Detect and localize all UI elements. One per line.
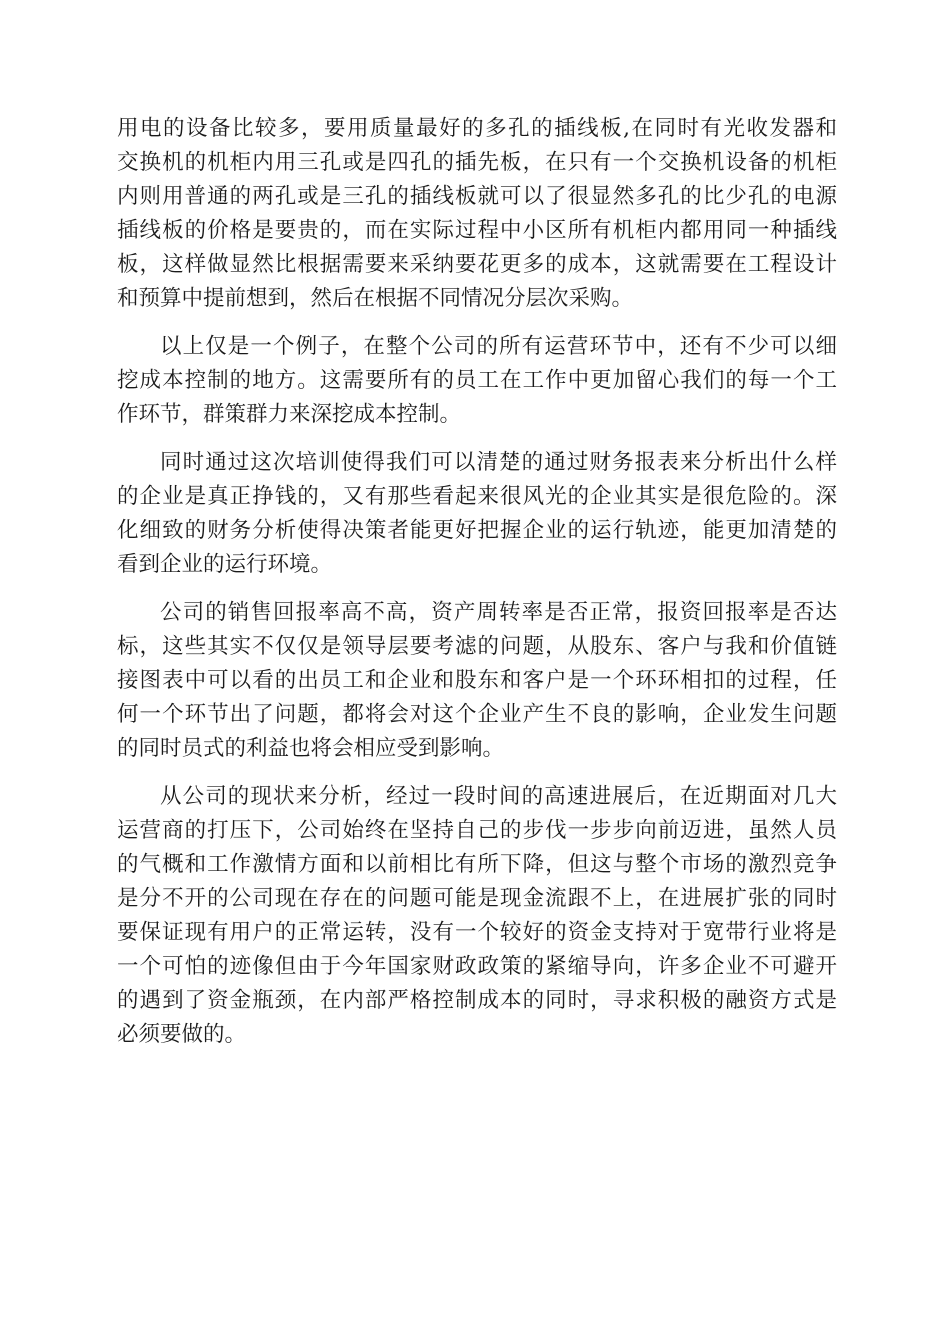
text-line: 板，这样做显然比根据需要来采纳要花更多的成本，这就需要在工程设计 — [117, 252, 837, 277]
text-line: 的气概和工作激情方面和以前相比有所下降，但这与整个市场的激烈竞争 — [117, 852, 837, 877]
text-line: 和预算中提前想到，然后在根据不同情况分层次采购。 — [117, 286, 634, 311]
text-line: 同时通过这次培训使得我们可以清楚的通过财务报表来分析出什么样 — [160, 450, 837, 475]
paragraph-1 — [117, 112, 837, 316]
text-line: 作环节，群策群力来深挖成本控制。 — [117, 402, 462, 427]
text-line: 是分不开的公司现在存在的问题可能是现金流跟不上，在进展扩张的同时 — [117, 886, 837, 911]
text-line: 的同时员式的利益也将会相应受到影响。 — [117, 736, 505, 761]
text-line: 看到企业的运行环境。 — [117, 552, 333, 577]
text-line: 的企业是真正挣钱的，又有那些看起来很风光的企业其实是很危险的。深 — [117, 484, 837, 509]
text-line: 用电的设备比较多，要用质量最好的多孔的插线板,在同时有光收发器和 — [117, 116, 837, 141]
text-line: 公司的销售回报率高不高，资产周转率是否正常，报资回报率是否达 — [160, 600, 837, 625]
text-line: 交换机的机柜内用三孔或是四孔的插先板，在只有一个交换机设备的机柜 — [117, 150, 837, 175]
paragraph-4 — [117, 596, 837, 766]
text-line: 从公司的现状来分析，经过一段时间的高速进展后，在近期面对几大 — [160, 784, 837, 809]
text-line: 化细致的财务分析使得决策者能更好把握企业的运行轨迹，能更加清楚的 — [117, 518, 837, 543]
text-line: 要保证现有用户的正常运转，没有一个较好的资金支持对于宽带行业将是 — [117, 920, 837, 945]
text-line: 以上仅是一个例子，在整个公司的所有运营环节中，还有不少可以细 — [160, 334, 837, 359]
text-line: 插线板的价格是要贵的，而在实际过程中小区所有机柜内都用同一种插线 — [117, 218, 837, 243]
text-line: 何一个环节出了问题，都将会对这个企业产生不良的影响，企业发生问题 — [117, 702, 837, 727]
paragraph-3 — [117, 446, 837, 582]
text-line: 一个可怕的迹像但由于今年国家财政政策的紧缩导向，许多企业不可避开 — [117, 954, 837, 979]
document-body — [117, 112, 837, 1066]
text-line: 的遇到了资金瓶颈，在内部严格控制成本的同时，寻求积极的融资方式是 — [117, 988, 837, 1013]
text-line: 运营商的打压下，公司始终在坚持自己的步伐一步步向前迈进，虽然人员 — [117, 818, 837, 843]
paragraph-5 — [117, 780, 837, 1052]
paragraph-2 — [117, 330, 837, 432]
text-line: 必须要做的。 — [117, 1022, 247, 1047]
text-line: 标，这些其实不仅仅是领导层要考滤的问题，从股东、客户与我和价值链 — [117, 634, 837, 659]
text-line: 挖成本控制的地方。这需要所有的员工在工作中更加留心我们的每一个工 — [117, 368, 837, 393]
text-line: 内则用普通的两孔或是三孔的插线板就可以了很显然多孔的比少孔的电源 — [117, 184, 837, 209]
text-line: 接图表中可以看的出员工和企业和股东和客户是一个环环相扣的过程，任 — [117, 668, 837, 693]
